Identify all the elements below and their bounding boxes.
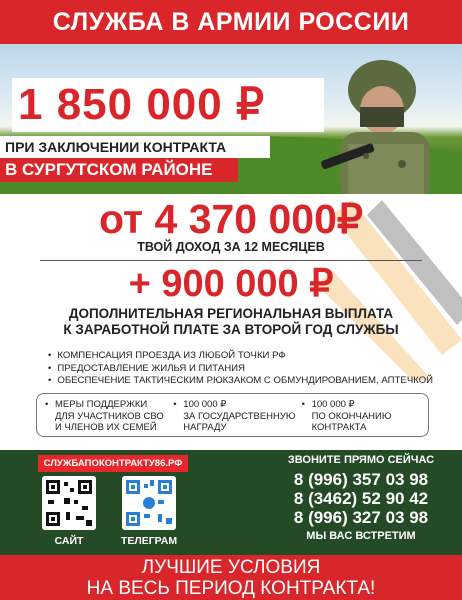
call-now-label: ЗВОНИТЕ ПРЯМО СЕЙЧАС [287,454,435,466]
annual-income-label: ТВОЙ ДОХОД ЗА 12 МЕСЯЦЕВ [137,240,325,254]
support-line: • МЕРЫ ПОДДЕРЖКИ [55,399,148,410]
soldier-illustration [310,52,450,194]
meet-label: МЫ ВАС ВСТРЕТИМ [306,530,416,542]
support-line: ЗА ГОСУДАРСТВЕННУЮ [183,410,296,422]
divider [40,260,422,261]
list-item: • КОМПЕНСАЦИЯ ПРОЕЗДА ИЗ ЛЮБОЙ ТОЧКИ РФ [48,350,448,363]
contract-line: ПРИ ЗАКЛЮЧЕНИИ КОНТРАКТА [0,136,270,158]
qr-site-label: САЙТ [54,535,84,547]
support-line: НАГРАДУ [183,422,227,433]
bottom-line-1: ЛУЧШИЕ УСЛОВИЯ [141,557,321,578]
bonus-line-1: ДОПОЛНИТЕЛЬНАЯ РЕГИОНАЛЬНАЯ ВЫПЛАТА [68,306,394,321]
bonus-line-2: К ЗАРАБОТНОЙ ПЛАТЕ ЗА ВТОРОЙ ГОД СЛУЖБЫ [63,322,399,337]
support-item [45,399,173,431]
support-line: ПО ОКОНЧАНИЮ [311,410,392,422]
regional-bonus-amount: + 900 000 ₽ [128,263,334,305]
phone-number-link[interactable]: 8 (3462) 52 90 42 [293,489,429,508]
district-label: В СУРГУТСКОМ РАЙОНЕ [0,158,238,182]
support-line: И ЧЛЕНОВ ИХ СЕМЕЙ [55,422,157,433]
telegram-qr-code-icon[interactable] [122,476,176,530]
phone-number-link[interactable]: 8 (996) 327 03 98 [293,508,429,527]
annual-income-amount: от 4 370 000₽ [99,196,363,242]
contract-payment-amount: 1 850 000 ₽ [18,80,265,129]
support-item [302,399,420,431]
list-item: • ПРЕДОСТАВЛЕНИЕ ЖИЛЬЯ И ПИТАНИЯ [48,363,448,376]
qr-telegram-label: ТЕЛЕГРАМ [120,535,178,547]
support-line: • 100 000 ₽ [311,399,355,410]
benefits-list [48,350,448,388]
website-link[interactable]: СЛУЖБАПОКОНТРАКТУ86.РФ [38,455,188,472]
support-line: КОНТРАКТА [311,422,367,433]
support-measures-box [36,393,429,437]
support-line: ДЛЯ УЧАСТНИКОВ СВО [55,410,164,422]
regional-bonus-description [0,306,462,338]
support-item [173,399,301,431]
list-item: • ОБЕСПЕЧЕНИЕ ТАКТИЧЕСКИМ РЮКЗАКОМ С ОБМУНДИРОВАНИЕМ, АПТЕЧКОЙ [48,375,448,388]
bottom-line-2: НА ВЕСЬ ПЕРИОД КОНТРАКТА! [86,578,376,599]
bottom-banner [0,555,462,600]
site-qr-code-icon[interactable] [42,476,96,530]
phone-number-link[interactable]: 8 (996) 357 03 98 [293,470,429,489]
support-line: • 100 000 ₽ [183,399,227,410]
page-title: СЛУЖБА В АРМИИ РОССИИ [0,0,462,44]
